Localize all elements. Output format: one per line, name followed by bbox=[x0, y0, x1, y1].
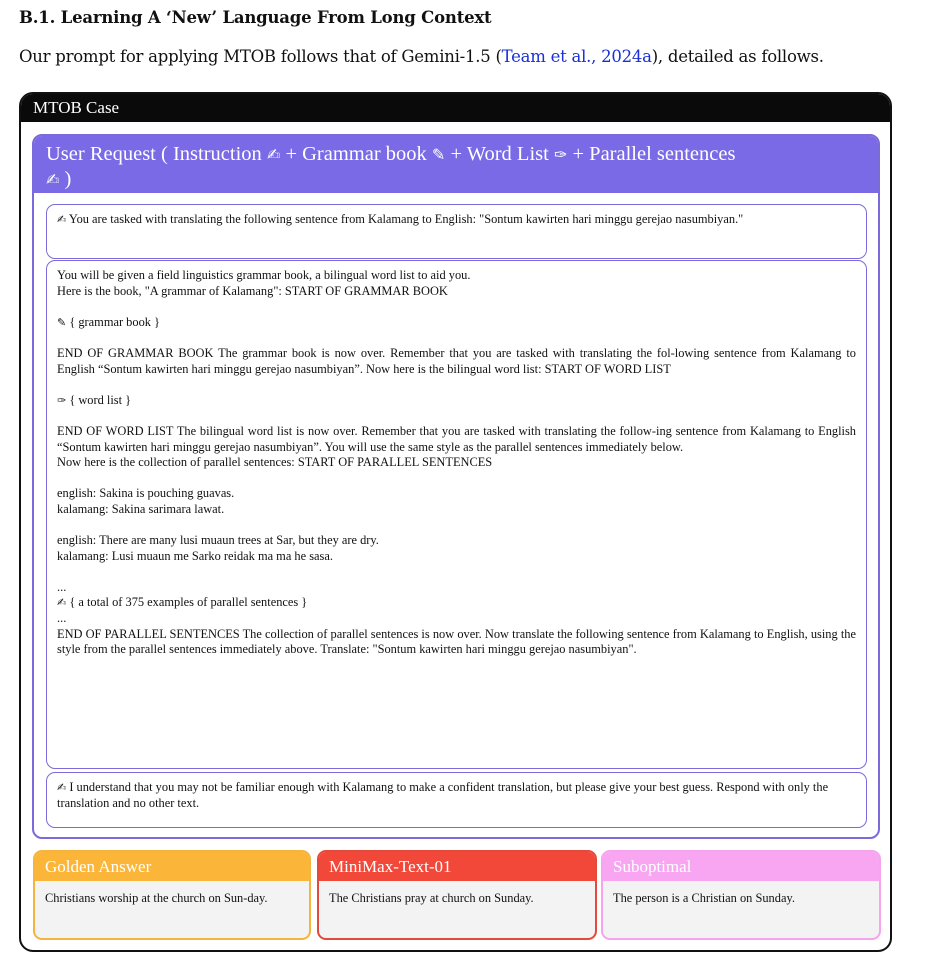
example-kalamang: kalamang: Lusi muaun me Sarko reidak ma ma he sasa. bbox=[57, 548, 333, 563]
pointer-icon: ✑ bbox=[57, 393, 67, 407]
citation-author-link[interactable]: Team et al., bbox=[501, 47, 597, 66]
section-title: Learning A ‘New’ Language From Long Context bbox=[60, 8, 492, 27]
parallel-placeholder: { a total of 375 examples of parallel sentences } bbox=[66, 595, 308, 610]
answer-text: The Christians pray at church on Sunday. bbox=[329, 891, 534, 905]
word-list-end-paragraph: END OF WORD LIST The bilingual word list is now over. Remember that you are tasked with translating the follow-ing sentence from Kalamang to English “Sontum kawirten hari minggu gerejao nasumbiyan”. You will use the same style as the parallel sentences immediately below. bbox=[57, 423, 856, 454]
writing-hand-icon: ✍ bbox=[57, 213, 67, 226]
instruction-text: You are tasked with translating the following sentence from Kalamang to English: "Sontum kawirten hari minggu gerejao nasumbiyan." bbox=[66, 212, 744, 226]
ellipsis: ... bbox=[57, 579, 67, 594]
case-title: MTOB Case bbox=[21, 94, 890, 122]
header-text: + Word List bbox=[445, 143, 554, 165]
ellipsis: ... bbox=[57, 611, 67, 626]
header-text: User Request ( Instruction bbox=[46, 143, 267, 165]
header-text: ) bbox=[59, 168, 72, 190]
intro-paragraph bbox=[19, 47, 824, 66]
word-list-placeholder: { word list } bbox=[66, 392, 132, 407]
example-english: english: There are many lusi muaun trees at Sar, but they are dry. bbox=[57, 533, 379, 548]
instruction-panel bbox=[46, 204, 867, 259]
golden-answer-box bbox=[33, 850, 311, 940]
minimax-answer-box bbox=[317, 850, 597, 940]
body-line: You will be given a field linguistics grammar book, a bilingual word list to aid you. bbox=[57, 268, 471, 282]
answer-label: MiniMax-Text-01 bbox=[319, 852, 595, 881]
body-line: Now here is the collection of parallel sentences: START OF PARALLEL SENTENCES bbox=[57, 455, 493, 470]
header-text: + Parallel sentences bbox=[567, 143, 736, 165]
section-heading bbox=[19, 8, 491, 27]
answer-label: Suboptimal bbox=[603, 852, 879, 881]
section-number: B.1. bbox=[19, 8, 56, 27]
answer-text: The person is a Christian on Sunday. bbox=[613, 891, 795, 905]
parallel-end-paragraph: END OF PARALLEL SENTENCES The collection of parallel sentences is now over. Now translate the following sentence from Kalamang to English, using the style from the parallel sentences immediately above. Translate: "Sontum kawirten hari minggu gerejao nasumbiyan". bbox=[57, 626, 856, 657]
suboptimal-answer-box bbox=[601, 850, 881, 940]
header-text: + Grammar book bbox=[280, 143, 432, 165]
body-line: Here is the book, "A grammar of Kalamang": START OF GRAMMAR BOOK bbox=[57, 283, 448, 298]
grammar-end-paragraph: END OF GRAMMAR BOOK The grammar book is now over. Remember that you are tasked with translating the fol-lowing sentence from Kalamang to English “Sontum kawirten hari minggu gerejao nasumbiyan”. Now here is the bilingual word list: START OF WORD LIST bbox=[57, 345, 856, 376]
intro-text-end: ), detailed as follows. bbox=[651, 47, 824, 66]
pointer-icon: ✑ bbox=[553, 145, 568, 164]
pencil-icon: ✎ bbox=[431, 145, 446, 164]
grammar-placeholder: { grammar book } bbox=[66, 314, 161, 329]
mtob-case-box bbox=[19, 92, 892, 952]
example-kalamang: kalamang: Sakina sarimara lawat. bbox=[57, 501, 225, 516]
answer-text: Christians worship at the church on Sun-day. bbox=[45, 891, 268, 905]
closing-instruction-panel bbox=[46, 772, 867, 828]
closing-text: I understand that you may not be familiar enough with Kalamang to make a confident translation, but please give your best guess. Respond with only the translation and no other text. bbox=[57, 780, 829, 810]
user-request-box bbox=[32, 134, 880, 839]
writing-hand-icon: ✍ bbox=[57, 596, 67, 610]
writing-hand-icon: ✍ bbox=[57, 781, 67, 794]
intro-text: Our prompt for applying MTOB follows that of Gemini-1.5 ( bbox=[19, 47, 502, 66]
example-english: english: Sakina is pouching guavas. bbox=[57, 486, 235, 501]
writing-hand-icon: ✍ bbox=[266, 145, 281, 164]
user-request-header bbox=[34, 136, 878, 193]
citation-year-link[interactable]: 2024a bbox=[601, 47, 652, 66]
pencil-icon: ✎ bbox=[57, 315, 67, 329]
prompt-body-panel bbox=[46, 260, 867, 769]
writing-hand-icon: ✍ bbox=[46, 170, 60, 189]
answer-label: Golden Answer bbox=[35, 852, 309, 881]
